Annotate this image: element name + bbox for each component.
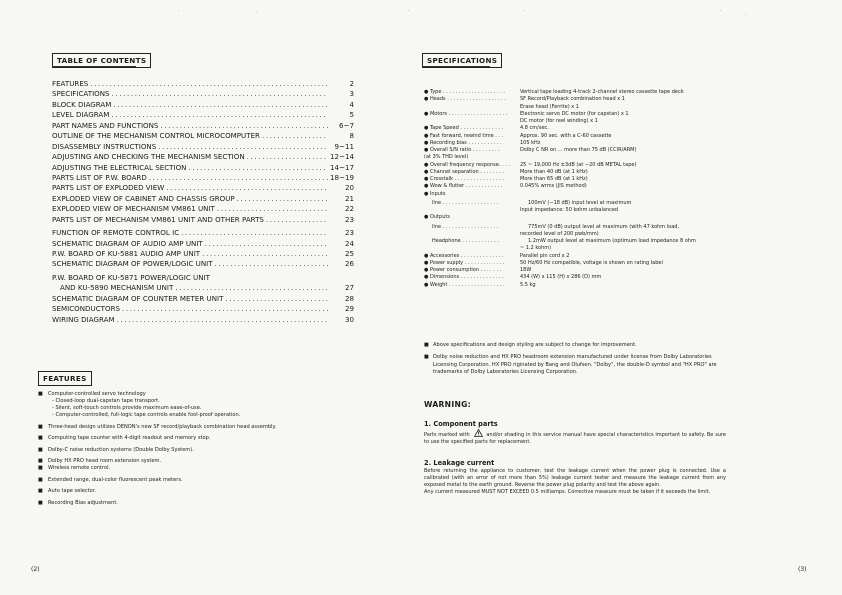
spec-row <box>424 118 724 125</box>
spec-label: ● Overall frequency response. . . . <box>424 161 510 168</box>
toc-entry-page: 20 <box>344 183 354 193</box>
toc-entry-title: SCHEMATIC DIAGRAM OF POWER/LOGIC UNIT <box>52 259 213 269</box>
feature-sub-item: - Closed-loop dual-capstan tape transport. <box>52 398 160 405</box>
spec-row <box>424 96 724 103</box>
toc-dot-leader <box>90 79 328 89</box>
component-parts-text-pre: Parts marked with <box>424 432 470 438</box>
toc-entry-title: FUNCTION OF REMOTE CONTROL IC <box>52 228 180 238</box>
toc-dot-leader <box>113 100 328 110</box>
spec-row <box>424 104 724 111</box>
spec-label: line . . . . . . . . . . . . . . . . . . <box>432 223 499 230</box>
spec-label <box>424 104 520 111</box>
spec-row <box>424 154 724 161</box>
toc-entry-title: P.W. BOARD OF KU-5871 POWER/LOGIC UNIT <box>52 272 210 282</box>
feature-sub-item: - Silent, soft-touch controls provide maximum ease-of-use. <box>52 405 202 412</box>
toc-entry-page: 28 <box>344 293 354 303</box>
feature-text: Three-head design utilizes DENON's new SF record/playback combination head assembly. <box>48 423 277 430</box>
spec-value: 50 Hz/60 Hz compatible, voltage is shown on rating label <box>520 259 663 266</box>
spec-label: ● Dimensions . . . . . . . . . . . . . . <box>424 274 504 281</box>
toc-dot-leader <box>158 142 328 152</box>
feature-text: Auto tape selector. <box>48 488 97 495</box>
toc-entry-title: P.W. BOARD OF KU-5881 AUDIO AMP UNIT <box>52 249 201 258</box>
toc-entry-page: 14~17 <box>330 162 354 172</box>
toc-entry-title: SCHEMATIC DIAGRAM OF AUDIO AMP UNIT <box>52 238 203 248</box>
spec-row <box>424 207 724 214</box>
spec-label <box>424 207 520 214</box>
feature-item <box>38 424 338 431</box>
spec-label: ● Inputs <box>424 190 446 197</box>
toc-dot-leader <box>205 239 328 249</box>
bullet-icon: ■ <box>38 423 43 430</box>
feature-item <box>38 391 338 398</box>
spec-label: ● Fast forward, rewind time . . . <box>424 132 504 139</box>
spec-value <box>520 214 724 221</box>
toc-entry-page: 23 <box>344 228 354 238</box>
feature-text: Dolby-C noise reduction systems (Double Dolby System). <box>48 446 194 453</box>
spec-value: ~ 1.2 kohm) <box>520 245 552 252</box>
spec-row <box>424 267 724 274</box>
spec-row <box>424 214 724 221</box>
spec-label: Headphone . . . . . . . . . . . . <box>432 238 499 244</box>
toc-entry-title: EXPLODED VIEW OF CABINET AND CHASSIS GROUP <box>52 193 235 203</box>
spec-value: 4.8 cm/sec. <box>520 125 549 132</box>
toc-dot-leader <box>112 89 328 99</box>
spec-value: DC motor (for reel winding) x 1 <box>520 118 598 124</box>
spec-row <box>424 200 724 207</box>
toc-entry <box>52 131 354 141</box>
toc-entry-page: 2 <box>349 79 354 88</box>
spec-label: ● Heads . . . . . . . . . . . . . . . . . . . <box>424 96 507 103</box>
toc-entry-page: 22 <box>344 204 354 214</box>
warning-triangle-icon <box>474 429 483 437</box>
spec-label: ● Recording bias . . . . . . . . . . . <box>424 139 502 146</box>
toc-dot-leader <box>117 315 328 325</box>
features-list <box>38 391 338 507</box>
spec-value: Vertical tape loading 4-track 2-channel stereo cassette tape deck <box>520 89 684 95</box>
spec-value: 100mV (−18 dB) input level at maximum <box>528 199 632 206</box>
component-parts-text <box>424 429 726 447</box>
toc-entry <box>52 259 354 269</box>
toc-entry-page: 18~19 <box>330 172 354 182</box>
toc-entry <box>52 239 354 249</box>
spec-row <box>424 140 724 147</box>
feature-item <box>38 465 338 472</box>
toc-entry-title: WIRING DIAGRAM <box>52 314 115 324</box>
note-text: Above specifications and design styling are subject to change for improvement. <box>433 342 637 348</box>
toc-entry-title: EXPLODED VIEW OF MECHANISM VM861 UNIT <box>52 204 215 214</box>
leakage-current-text-2: Any current measured MUST NOT EXCEED 0.5 milliamps. Corrective measure must be taken if it exceeds the limit. <box>424 489 711 496</box>
spec-row <box>424 253 724 260</box>
toc-entry-title: PARTS LIST OF MECHANISM VM861 UNIT AND OTHER PARTS <box>52 214 264 224</box>
toc-entry <box>52 79 354 89</box>
scan-speck: · <box>178 8 180 14</box>
spec-value: 105 kHz <box>520 139 541 146</box>
spec-row <box>424 231 724 238</box>
toc-entry <box>52 273 354 283</box>
spec-label <box>424 118 520 125</box>
toc-entry-page: 21 <box>344 193 354 203</box>
spec-label <box>424 245 520 252</box>
feature-item <box>38 447 338 454</box>
spec-value: Parallel pin cord x 2 <box>520 252 570 259</box>
toc-entry-page: 9~11 <box>334 141 354 151</box>
page-number-right: (3) <box>798 566 807 573</box>
spec-row <box>424 238 724 245</box>
toc-entry-page: 30 <box>344 314 354 324</box>
note-item <box>424 354 724 376</box>
spec-value: 434 (W) x 115 (H) x 286 (D) mm <box>520 274 602 281</box>
toc-entry-title: SCHEMATIC DIAGRAM OF COUNTER METER UNIT <box>52 293 224 303</box>
spec-value: SF Record/Playback combination head x 1 <box>520 96 625 103</box>
spec-value: recorded level of 200 pwb/mm) <box>520 230 599 237</box>
spec-row <box>424 191 724 198</box>
scan-speck: · <box>523 8 525 14</box>
toc-heading-underline <box>52 66 136 67</box>
spec-row <box>424 125 724 132</box>
spec-label: line . . . . . . . . . . . . . . . . . . <box>432 199 499 206</box>
spec-label: ● Weight . . . . . . . . . . . . . . . . . . <box>424 281 505 288</box>
feature-item <box>38 488 338 495</box>
toc-entry-title: OUTLINE OF THE MECHANISM CONTROL MICROCOMPUTER <box>52 131 260 141</box>
toc-entry <box>52 89 354 99</box>
scan-speck: · <box>408 8 410 14</box>
toc-entry <box>52 142 354 152</box>
toc-dot-leader <box>111 110 328 120</box>
feature-text: Extended range, dual-color fluorescent peak meters. <box>48 476 183 483</box>
toc-dot-leader <box>262 131 328 141</box>
toc-entry <box>52 110 354 120</box>
spec-value: Approx. 90 sec. with a C-60 cassette <box>520 132 612 139</box>
feature-text: Recording Bias adjustment. <box>48 499 118 506</box>
toc-entry <box>52 100 354 110</box>
toc-dot-leader <box>160 121 328 131</box>
toc-entry-page: 3 <box>349 89 354 99</box>
toc-dot-leader <box>225 294 328 304</box>
warning-title: WARNING: <box>424 400 471 409</box>
bullet-icon: ■ <box>38 465 43 472</box>
toc-entry <box>52 163 354 173</box>
toc-entry-title: BLOCK DIAGRAM <box>52 99 112 109</box>
bullet-icon: ■ <box>38 391 43 397</box>
toc-entry-title: LEVEL DIAGRAM <box>52 110 110 120</box>
toc-dot-leader <box>188 163 328 173</box>
spec-label: ● Motors . . . . . . . . . . . . . . . . . . . <box>424 110 508 117</box>
leakage-current-title: 2. Leakage current <box>424 458 495 467</box>
spec-value: More than 40 dB (at 1 kHz) <box>520 168 588 175</box>
toc-entry-title: PARTS LIST OF P.W. BOARD <box>52 172 147 182</box>
spec-row <box>424 176 724 183</box>
spec-row <box>424 133 724 140</box>
toc-dot-leader <box>266 215 328 225</box>
bullet-icon: ■ <box>38 458 43 465</box>
feature-text: Wireless remote control. <box>48 465 111 472</box>
toc-dot-leader <box>237 194 328 204</box>
spec-row <box>424 282 724 289</box>
spec-row <box>424 260 724 267</box>
spec-row <box>424 169 724 176</box>
feature-text: Dolby HX PRO head room extension system. <box>48 458 162 465</box>
toc-entry <box>52 294 354 304</box>
spec-label: ● Power consumption . . . . . . . <box>424 267 502 273</box>
toc-dot-leader <box>215 259 328 269</box>
toc-dot-leader <box>149 173 328 183</box>
toc-entry-page: 23 <box>344 214 354 224</box>
toc-dot-leader <box>122 304 328 314</box>
toc-entry <box>52 249 354 259</box>
toc-entry-title: SPECIFICATIONS <box>52 89 110 99</box>
toc-entry-page: 6~7 <box>339 120 354 130</box>
notes <box>424 342 724 381</box>
toc-entry <box>52 315 354 325</box>
spec-value: 25 ~ 19,000 Hz ±3dB (at −20 dB METAL tape) <box>520 161 637 168</box>
feature-item <box>38 500 338 507</box>
spec-label: ● Tape Speed . . . . . . . . . . . . . . <box>424 125 504 132</box>
note-text: Dolby noise reduction and HX PRO headroom extension manufactured under license from Dolby Laboratories Licensing Corporation. HX PRO riginated by Bang and Olufsen. "Dolby", the double-D symbol and "HX PRO" are trademarks of Dolby Laboratories Licensing Corporation. <box>433 354 717 375</box>
toc-entry-title: FEATURES <box>52 79 89 88</box>
spec-value: Input impedance: 50 kohm unbalanced <box>520 207 619 213</box>
component-parts-title: 1. Component parts <box>424 420 498 428</box>
leakage-current-text: Before returning the appliance to customer, test the leakage current when the power plug is connected. Use a calibrated (with an error of not more than 5%) leakage current tester and measure the leakage current from any exposed metal to the earth ground. Reverse the power plug polarity and test the above again. <box>424 467 726 489</box>
specifications-list <box>424 89 724 289</box>
spec-label: ● Channel separation . . . . . . . . <box>424 168 505 175</box>
toc-entry-page: 27 <box>344 283 354 293</box>
toc-heading: TABLE OF CONTENTS <box>52 53 151 68</box>
spec-row <box>424 89 724 96</box>
features-heading: FEATURES <box>38 371 92 386</box>
bullet-icon: ■ <box>38 446 43 453</box>
feature-item <box>38 458 338 465</box>
note-item <box>424 342 724 349</box>
toc-dot-leader <box>166 183 328 193</box>
spec-value: More than 65 dB (at 1 kHz) <box>520 176 588 182</box>
spec-row <box>424 183 724 190</box>
toc-dot-leader <box>175 283 328 293</box>
spec-value: Erase head (Ferrite) x 1 <box>520 103 579 110</box>
toc-dot-leader <box>247 152 328 162</box>
bullet-icon: ■ <box>424 354 429 361</box>
spec-value: 18W <box>520 267 532 273</box>
spec-value: Dolby C NR on ... more than 75 dB (CCIR/ARM) <box>520 147 637 153</box>
toc-entry <box>52 194 354 204</box>
toc-entry-page: 25 <box>344 249 354 258</box>
spec-label: ● Overall S/N ratio . . . . . . . . . <box>424 147 500 153</box>
toc-entry <box>52 152 354 162</box>
toc-entry-page: 8 <box>349 131 354 141</box>
spec-label <box>424 231 520 238</box>
toc-entry-title: AND KU-5890 MECHANISM UNIT <box>60 283 174 293</box>
toc-entry-page: 29 <box>344 304 354 314</box>
spec-row <box>424 274 724 281</box>
toc-entry-page: 24 <box>344 238 354 248</box>
scan-speck: · <box>745 12 747 18</box>
spec-row <box>424 111 724 118</box>
spec-value: Electronic servo DC motor (for capstan) x 1 <box>520 110 629 117</box>
scan-speck: · <box>720 8 722 14</box>
spec-value <box>520 191 724 198</box>
scan-speck: · <box>256 10 258 16</box>
specifications-heading-underline <box>422 66 490 67</box>
toc-entry <box>52 173 354 183</box>
spec-value: 5.5 kg <box>520 281 536 288</box>
toc-entry-title: SEMICONDUCTORS <box>52 304 120 314</box>
spec-row <box>424 162 724 169</box>
spec-label: ● Type . . . . . . . . . . . . . . . . . . . . <box>424 89 506 95</box>
spec-label: ● Wow & flutter . . . . . . . . . . . . <box>424 183 503 190</box>
toc-dot-leader <box>217 204 328 214</box>
toc-entry <box>52 304 354 314</box>
spec-label: ● Outputs <box>424 214 450 221</box>
spec-label: (at 3% THD level) <box>424 154 469 161</box>
toc-entry-title: PART NAMES AND FUNCTIONS <box>52 120 159 130</box>
feature-item <box>38 477 338 484</box>
feature-text: Computer-controlled servo technology <box>48 391 146 397</box>
toc-entry <box>52 228 354 238</box>
bullet-icon: ■ <box>424 342 429 348</box>
feature-sub-item: - Computer-controlled, full-logic tape controls enable fool-proof operation. <box>52 412 241 419</box>
spec-row <box>424 224 724 231</box>
toc-entry-title: ADJUSTING AND CHECKING THE MECHANISM SECTION <box>52 152 245 162</box>
spec-value <box>520 154 724 161</box>
spec-value: 0.045% wrms (JIS method) <box>520 183 587 190</box>
toc-entry-page: 12~14 <box>330 152 354 162</box>
toc-entry <box>52 215 354 225</box>
spec-label: ● Crosstalk . . . . . . . . . . . . . . . . <box>424 176 504 182</box>
toc-entry <box>52 204 354 214</box>
specifications-heading: SPECIFICATIONS <box>422 53 502 68</box>
spec-row <box>424 147 724 154</box>
toc-entry-page: 5 <box>349 110 354 120</box>
feature-text: Computing tape counter with 4-digit readout and memory stop. <box>48 435 211 442</box>
feature-item <box>38 435 338 442</box>
toc-entry-page: 4 <box>349 99 354 109</box>
toc-dot-leader <box>202 249 328 259</box>
table-of-contents <box>52 79 354 325</box>
bullet-icon: ■ <box>38 499 43 506</box>
spec-value: 1.2mW output level at maximum (optimum load impedance 8 ohm <box>528 238 696 244</box>
bullet-icon: ■ <box>38 476 43 483</box>
bullet-icon: ■ <box>38 435 43 442</box>
toc-entry <box>52 183 354 193</box>
toc-entry-title: PARTS LIST OF EXPLODED VIEW <box>52 183 165 193</box>
toc-entry-title: ADJUSTING THE ELECTRICAL SECTION <box>52 162 187 172</box>
toc-entry <box>52 283 354 293</box>
bullet-icon: ■ <box>38 488 43 495</box>
toc-entry <box>52 121 354 131</box>
toc-entry-title: DISASSEMBLY INSTRUCTIONS <box>52 141 157 151</box>
spec-row <box>424 245 724 252</box>
spec-label: ● Accessories . . . . . . . . . . . . . . <box>424 252 504 259</box>
spec-label: ● Power supply . . . . . . . . . . . . . <box>424 259 505 266</box>
toc-entry-page: 26 <box>344 259 354 269</box>
page-number-left: (2) <box>31 566 40 573</box>
spec-value: 775mV (0 dB) output level at maximum (with 47 kohm load, <box>528 223 680 230</box>
toc-dot-leader <box>181 228 328 238</box>
warning-section <box>424 400 726 509</box>
component-parts-text-post: and/or shading in this service manual have special characteristics important to safety. Be sure to use the specified parts for replacement. <box>424 432 726 446</box>
